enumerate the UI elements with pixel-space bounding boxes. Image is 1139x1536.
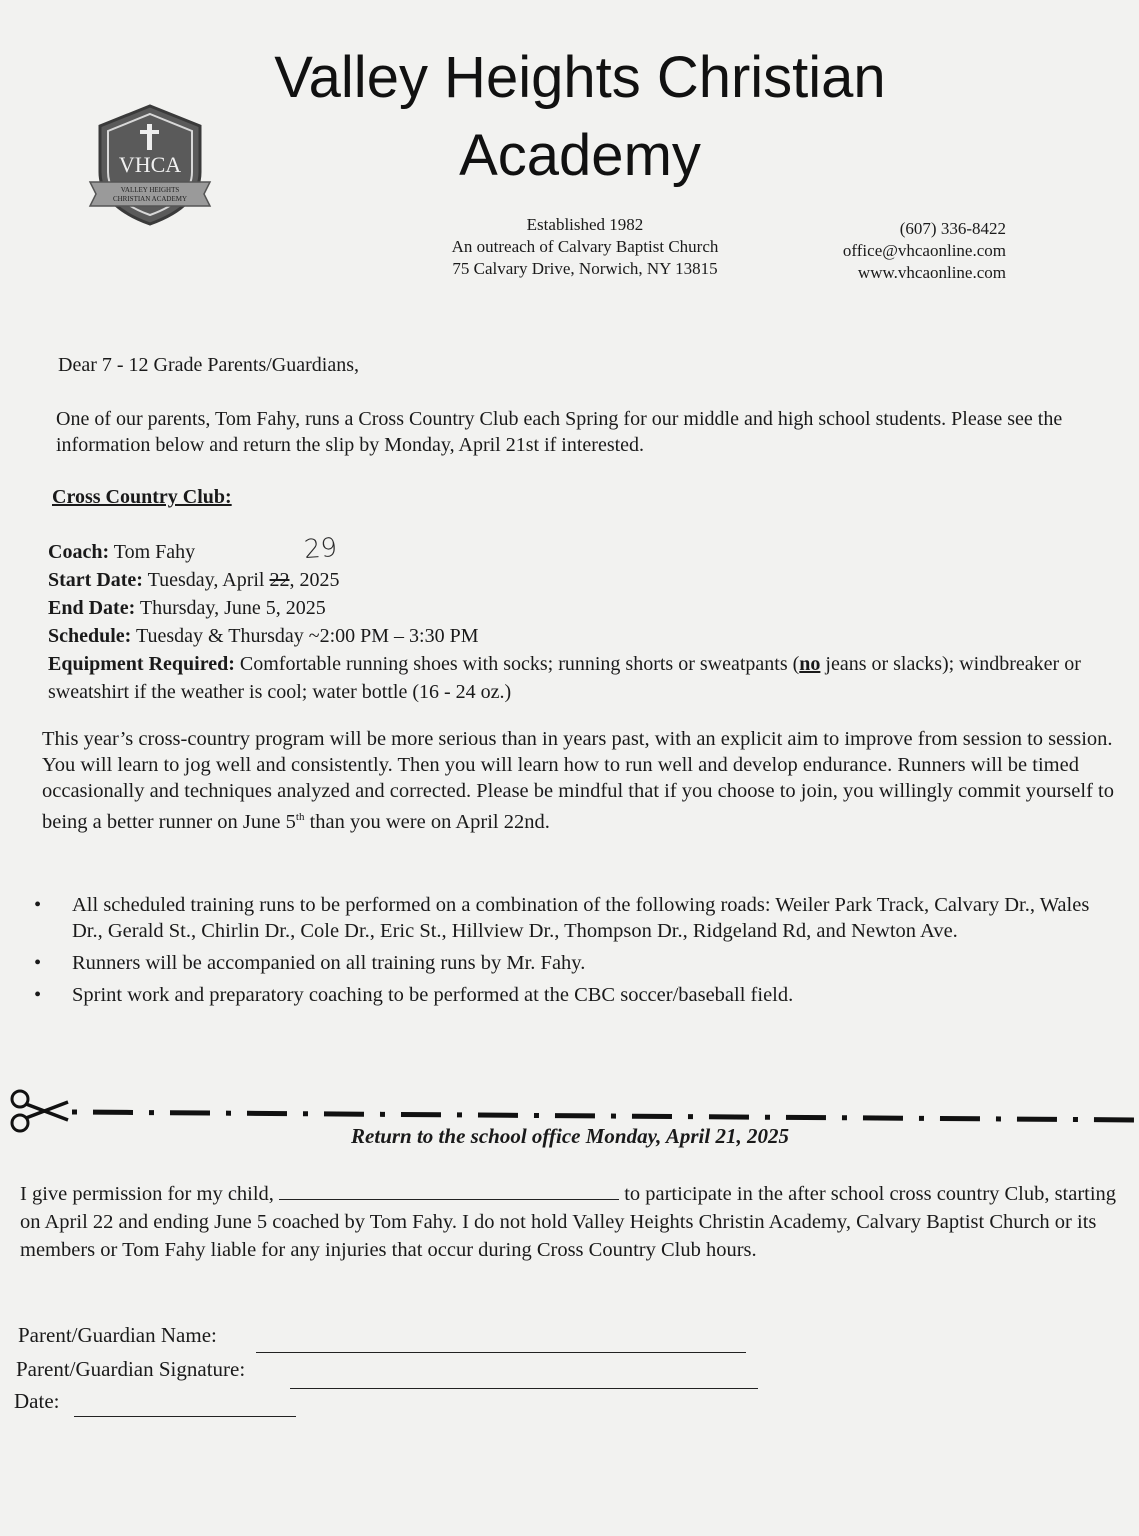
end-date-value: Thursday, June 5, 2025 [139, 597, 326, 619]
salutation: Dear 7 - 12 Grade Parents/Guardians, [58, 354, 360, 376]
handwritten-date-correction: 29 [302, 532, 339, 566]
svg-text:VALLEY HEIGHTS: VALLEY HEIGHTS [120, 186, 180, 194]
start-date-post: , 2025 [289, 569, 340, 591]
school-name-line1: Valley Heights Christian [274, 45, 886, 110]
start-date-label: Start Date: [48, 569, 143, 591]
bullet-dot: • [34, 894, 42, 916]
start-date-row [48, 566, 1098, 594]
equipment-pre: Comfortable running shoes with socks; running shorts or sweatpants ( [239, 653, 800, 675]
bullet-item [30, 982, 1110, 1008]
permission-text-post: to participate in the after school cross country Club, starting on April 22 and ending June 5 coached by Tom Fahy. I do not hold Valley Heights Christin Academy, Calvary Baptist Church or its members or Tom Fahy liable for any injuries that occur during Cross Country Club hours. [20, 1183, 1117, 1261]
return-instructions: Return to the school office Monday, April 21, 2025 [351, 1124, 789, 1148]
address-line: 75 Calvary Drive, Norwich, NY 13815 [452, 259, 718, 278]
end-date-row [48, 594, 1098, 622]
end-date-label: End Date: [48, 597, 136, 619]
bullet-text-sprint: Sprint work and preparatory coaching to be performed at the CBC soccer/baseball field. [72, 984, 794, 1006]
section-title: Cross Country Club: [52, 486, 232, 508]
equipment-no: no [799, 653, 821, 675]
club-details [48, 538, 1098, 706]
date-field[interactable] [74, 1416, 296, 1417]
bullet-dot: • [34, 952, 42, 974]
bullet-text-accompanied: Runners will be accompanied on all training runs by Mr. Fahy. [72, 952, 586, 974]
coach-label: Coach: [48, 541, 110, 563]
bullet-item [30, 950, 1110, 976]
schedule-row [48, 622, 1098, 650]
program-text-pre: This year’s cross-country program will be more serious than in years past, with an explicit aim to improve from session to session. You will learn to jog well and consistently. Then you will learn how to run well and develop endurance. Runners will be timed occasionally and techniques analyzed and corrected. Please be mindful that if you choose to join, you willingly commit yourself to being a better runner on June 5 [42, 728, 1114, 833]
start-date-pre: Tuesday, April [147, 569, 270, 591]
scissors-icon [8, 1088, 70, 1134]
intro-paragraph: One of our parents, Tom Fahy, runs a Cross Country Club each Spring for our middle and high school students. Please see the information below and return the slip by Monday, April 21st if interested. [56, 408, 1063, 456]
program-paragraph [42, 726, 1117, 835]
permission-text-pre: I give permission for my child, [20, 1183, 274, 1205]
permission-paragraph [20, 1180, 1120, 1264]
guardian-name-label: Parent/Guardian Name: [18, 1323, 217, 1347]
start-date-struck-day: 22 [269, 569, 290, 591]
email-address: office@vhcaonline.com [842, 241, 1006, 260]
equipment-label: Equipment Required: [48, 653, 235, 675]
guardian-name-field[interactable] [256, 1352, 746, 1353]
school-info-block [420, 214, 750, 280]
logo-text: VHCA [118, 152, 182, 177]
bullet-dot: • [34, 984, 42, 1006]
contact-block [780, 218, 1006, 284]
svg-text:CHRISTIAN ACADEMY: CHRISTIAN ACADEMY [112, 195, 188, 203]
guardian-signature-label: Parent/Guardian Signature: [16, 1357, 246, 1381]
school-name-line2: Academy [459, 123, 701, 188]
established-line: Established 1982 [526, 215, 644, 234]
schedule-label: Schedule: [48, 625, 132, 647]
program-superscript: th [295, 811, 305, 823]
church-line: An outreach of Calvary Baptist Church [451, 237, 719, 256]
schedule-value: Tuesday & Thursday ~2:00 PM – 3:30 PM [135, 625, 479, 647]
guardian-signature-field[interactable] [290, 1388, 758, 1389]
coach-row [48, 538, 1098, 566]
school-crest-logo [88, 102, 212, 228]
cut-line-divider [72, 1106, 1139, 1126]
equipment-post: jeans or slacks); windbreaker or sweatshirt if the weather is cool; water bottle (16 - 24 oz.) [48, 653, 1081, 703]
training-bullets [30, 892, 1110, 1014]
equipment-row [48, 650, 1098, 706]
coach-value: Tom Fahy [113, 541, 196, 563]
bullet-text-roads: All scheduled training runs to be performed on a combination of the following roads: Weiler Park Track, Calvary Dr., Wales Dr., Gerald St., Chirlin Dr., Cole Dr., Eric St., Hillview Dr., Thompson Dr., Ridgeland Rd, and Newton Ave. [72, 894, 1090, 942]
phone-number: (607) 336-8422 [899, 219, 1006, 238]
website-url: www.vhcaonline.com [857, 263, 1006, 282]
program-text-post: than you were on April 22nd. [304, 810, 550, 833]
date-label: Date: [14, 1389, 60, 1413]
bullet-item [30, 892, 1110, 944]
child-name-field[interactable] [279, 1181, 619, 1200]
